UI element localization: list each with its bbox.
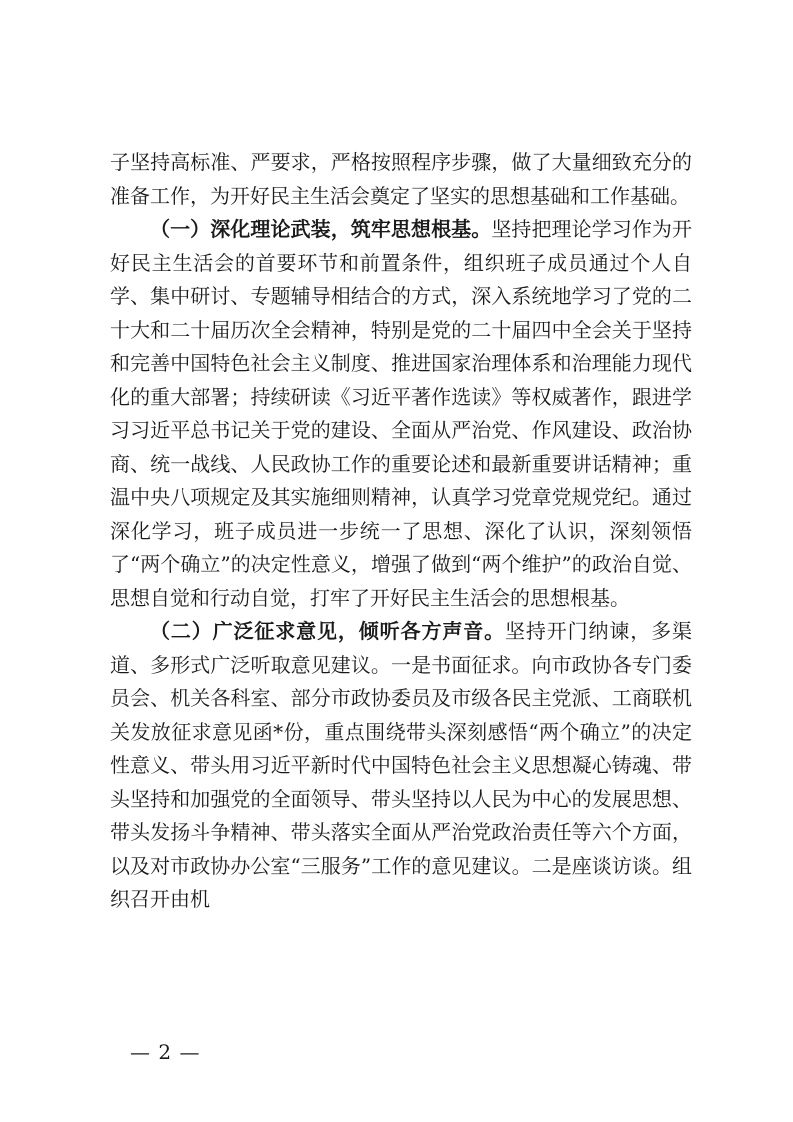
section-heading: （一）深化理论武装，筑牢思想根基。 bbox=[150, 217, 492, 241]
section-heading: （二）广泛征求意见，倾听各方声音。 bbox=[150, 619, 505, 643]
paragraph-solicit-opinions bbox=[110, 615, 692, 917]
paragraph-text: 子坚持高标准、严要求，严格按照程序步骤，做了大量细致充分的准备工作，为开好民主生活会奠定了坚实的思想基础和工作基础。 bbox=[110, 150, 692, 208]
paragraph-theory-study bbox=[110, 213, 692, 615]
document-body bbox=[110, 146, 692, 917]
paragraph-text: 坚持开门纳谏，多渠道、多形式广泛听取意见建议。一是书面征求。向市政协各专门委员会、机关各科室、部分市政协委员及市级各民主党派、工商联机关发放征求意见函*份，重点围绕带头深刻感悟“两个确立”的决定性意义、带头用习近平新时代中国特色社会主义思想凝心铸魂、带头坚持和加强党的全面领导、带头坚持以人民为中心的发展思想、带头发扬斗争精神、带头落实全面从严治党政治责任等六个方面，以及对市政协办公室“三服务”工作的意见建议。二是座谈访谈。组织召开由机 bbox=[110, 619, 693, 911]
paragraph-text: 坚持把理论学习作为开好民主生活会的首要环节和前置条件，组织班子成员通过个人自学、集中研讨、专题辅导相结合的方式，深入系统地学习了党的二十大和二十届历次全会精神，特别是党的二十届四中全会关于坚持和完善中国特色社会主义制度、推进国家治理体系和治理能力现代化的重大部署；持续研读《习近平著作选读》等权威著作，跟进学习习近平总书记关于党的建设、全面从严治党、作风建设、政治协商、统一战线、人民政协工作的重要论述和最新重要讲话精神；重温中央八项规定及其实施细则精神，认真学习党章党规党纪。通过深化学习，班子成员进一步统一了思想、深化了认识，深刻领悟了“两个确立”的决定性意义，增强了做到“两个维护”的政治自觉、思想自觉和行动自觉，打牢了开好民主生活会的思想根基。 bbox=[110, 217, 693, 610]
paragraph-continuation bbox=[110, 146, 692, 213]
page-number: — 2 — bbox=[130, 1040, 201, 1064]
